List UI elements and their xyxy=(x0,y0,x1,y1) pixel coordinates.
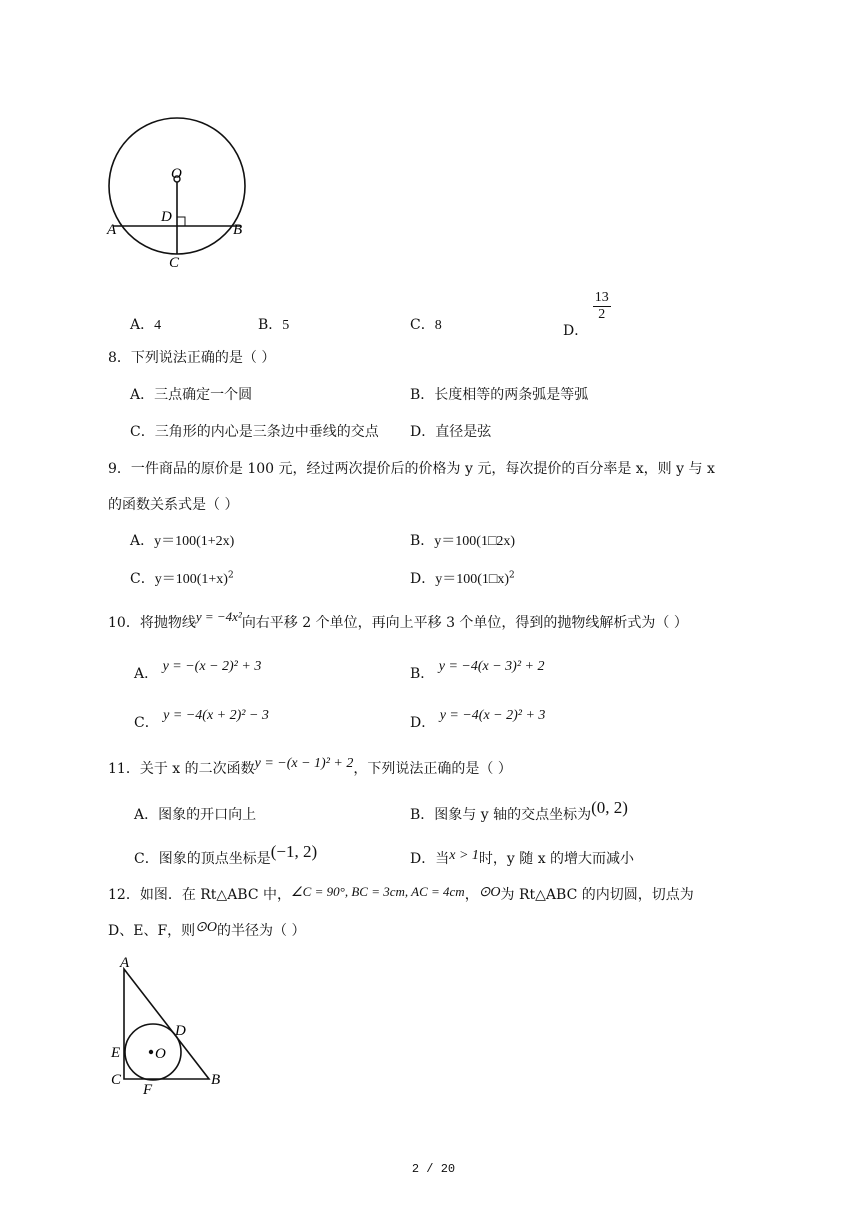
q11-option-d: D．当x > 1时，y 随 x 的增大而减小 xyxy=(410,848,635,867)
label-o: O xyxy=(155,1046,166,1062)
label-c: C xyxy=(111,1072,122,1088)
q10-option-d: D． y = −4(x − 2)² + 3 xyxy=(410,708,546,731)
q7-option-d: D． $\frac{13}{2}$ xyxy=(563,290,609,339)
q7-option-c: C．8 xyxy=(410,317,442,333)
fraction-13-2: $\frac{13}{2}$ xyxy=(594,290,609,322)
q9-stem-line2: 的函数关系式是（ ） xyxy=(108,497,239,513)
right-angle-mark xyxy=(177,217,185,226)
q7-option-b: B．5 xyxy=(258,317,290,333)
q7-option-a: A．4 xyxy=(130,317,162,333)
label-b: B xyxy=(233,222,243,238)
triangle-abc xyxy=(124,969,209,1079)
label-o: O xyxy=(171,166,182,182)
label-a: A xyxy=(107,222,117,238)
label-d: D xyxy=(161,209,172,225)
q8-option-c: C．三角形的内心是三条边中垂线的交点 xyxy=(130,424,379,440)
incircle-center xyxy=(149,1050,153,1054)
label-e: E xyxy=(111,1045,121,1061)
q8-option-d: D．直径是弦 xyxy=(410,424,492,440)
q12-stem-line2: D、E、F，则⊙O的半径为（ ） xyxy=(108,920,306,939)
triangle-incircle-figure xyxy=(105,952,235,1097)
q9-stem-line1: 9．一件商品的原价是 100 元，经过两次提价后的价格为 y 元，每次提价的百分率是 x，则 y 与 x xyxy=(108,461,715,477)
q11-option-c: C．图象的顶点坐标是(−1, 2) xyxy=(134,842,318,867)
label-d: D xyxy=(175,1023,186,1039)
q10-option-c: C． y = −4(x + 2)² − 3 xyxy=(134,708,269,731)
label-b: B xyxy=(211,1072,221,1088)
q10-option-a: A． y = −(x − 2)² + 3 xyxy=(134,659,262,682)
label-f: F xyxy=(143,1082,153,1097)
circle-chord-figure xyxy=(95,100,265,275)
label-a: A xyxy=(120,955,130,971)
q10-stem: 10．将抛物线y = −4x²向右平移 2 个单位，再向上平移 3 个单位，得到的抛物线解析式为（ ） xyxy=(108,609,688,631)
q8-stem: 8．下列说法正确的是（ ） xyxy=(108,350,276,366)
q9-option-a: A．y＝100(1+2x) xyxy=(130,533,235,549)
q11-option-a: A．图象的开口向上 xyxy=(134,807,257,823)
q9-option-d: D．y＝100(1□x)$^2$ xyxy=(410,570,515,587)
q12-stem-line1: 12．如图．在 Rt△ABC 中，∠C = 90°, BC = 3cm, AC = 4cm，⊙O为 Rt△ABC 的内切圆，切点为 xyxy=(108,884,694,903)
page-number: 2 / 20 xyxy=(411,1162,456,1176)
q9-option-c: C．$y=100(1+x)^2$ xyxy=(130,570,234,587)
q9-option-b: B．y＝100(1□2x) xyxy=(410,533,516,549)
q8-option-a: A．三点确定一个圆 xyxy=(130,387,253,403)
q8-option-b: B．长度相等的两条弧是等弧 xyxy=(410,387,589,403)
q11-option-b: B．图象与 y 轴的交点坐标为(0, 2) xyxy=(410,798,628,823)
q10-option-b: B． y = −4(x − 3)² + 2 xyxy=(410,659,545,682)
q11-stem: 11．关于 x 的二次函数y = −(x − 1)² + 2，下列说法正确的是（ ） xyxy=(108,756,512,777)
label-c: C xyxy=(169,255,180,271)
